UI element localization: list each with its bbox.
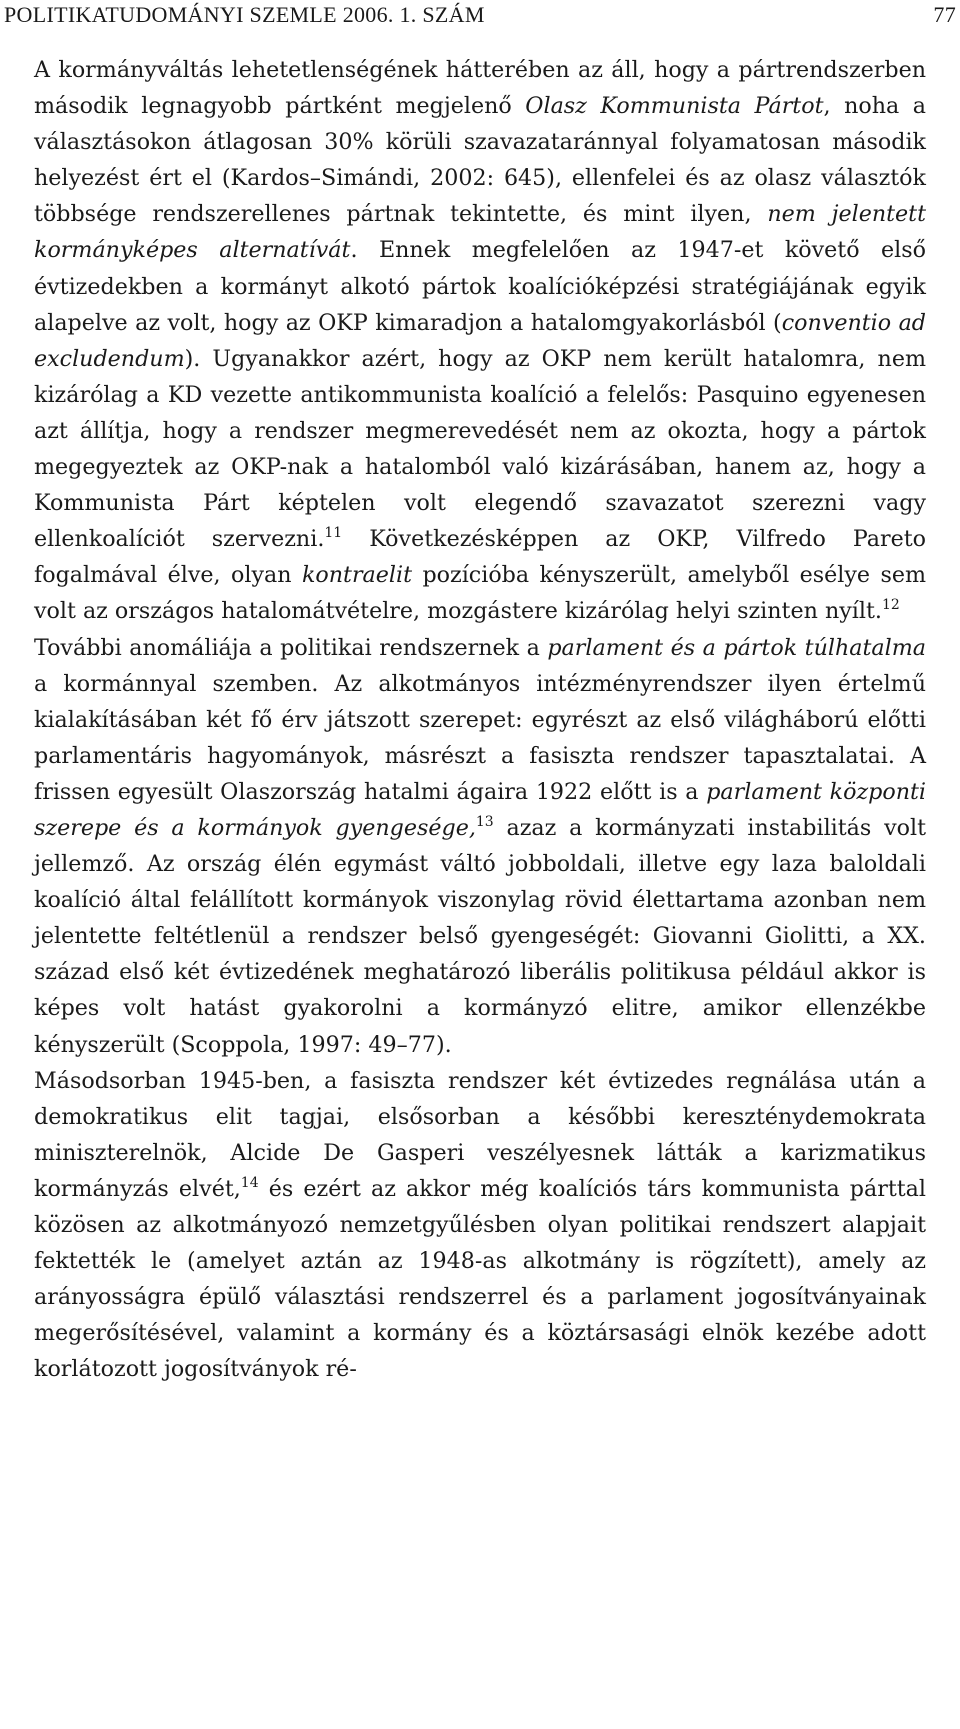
footnote-ref: 13 xyxy=(475,813,494,830)
footnote-ref: 14 xyxy=(240,1174,259,1191)
page-number: 77 xyxy=(933,2,956,27)
paragraph-1 xyxy=(34,52,926,630)
text-run: pozícióba kényszerült, amelyből esélye sem volt az országos hatalomátvételre, mozgástere kizárólag helyi szinten nyílt. xyxy=(34,562,926,625)
footnote-ref: 12 xyxy=(881,597,900,614)
italic-phrase: parlament központi szerepe és a kormányok gyengesége, xyxy=(34,778,926,841)
document-page xyxy=(4,0,956,1387)
text-run: A kormányváltás lehetetlenségének hátterében az áll, hogy a pártrendszerben második legnagyobb pártként megjelenő xyxy=(34,57,926,120)
text-run: . Ennek megfelelően az 1947-et követő első évtizedekben a kormányt alkotó pártok koalícióképzési stratégiájának egyik alapelve az volt, hogy az OKP kimaradjon a hatalomgyakorlásból ( xyxy=(34,237,926,336)
italic-phrase: Olasz Kommunista Pártot xyxy=(525,93,824,120)
text-run: azaz a kormányzati instabilitás volt jellemző. Az ország élén egymást váltó jobboldali, illetve egy laza baloldali koalíció által felállított kormányok viszonylag rövid élettartama azonban nem jelentette feltétlenül a rendszer belső gyengeségét: Giovanni Giolitti, a XX. század első két évtizedének meghatározó liberális politikusa például akkor is képes volt hatást gyakorolni a kormányzó elitre, amikor ellenzékbe kényszerült (Scoppola, 1997: 49–77). xyxy=(34,814,926,1058)
text-run: Másodsorban 1945-ben, a fasiszta rendszer két évtizedes regnálása után a demokratikus elit tagjai, elsősorban a későbbi kereszténydemokrata miniszterelnök, Alcide De Gasperi veszélyesnek látták a karizmatikus kormányzás elvét, xyxy=(34,1067,926,1202)
paragraph-3 xyxy=(34,1063,926,1388)
running-header xyxy=(4,0,956,40)
footnote-ref: 11 xyxy=(324,525,343,542)
text-run: , noha a választásokon átlagosan 30% körüli szavazataránnyal folyamatosan második helyezést ért el (Kardos–Simándi, 2002: 645), ellenfelei és az olasz választók többsége rendszerellenes pártnak tekintette, és mint ilyen, xyxy=(34,93,926,228)
text-run: Következésképpen az OKP, Vilfredo Pareto fogalmával élve, olyan xyxy=(34,526,926,589)
text-run: a kormánnyal szemben. Az alkotmányos intézményrendszer ilyen értelmű kialakításában két fő érv játszott szerepet: egyrészt az első világháború előtti parlamentáris hagyományok, másrészt a fasiszta rendszer tapasztalatai. A frissen egyesült Olaszország hatalmi ágaira 1922 előtt is a xyxy=(34,670,926,805)
text-run: és ezért az akkor még koalíciós társ kommunista párttal közösen az alkotmányozó nemzetgyűlésben olyan politikai rendszert alapjait fektették le (amelyet aztán az 1948-as alkotmány is rögzített), amely az arányosságra épülő választási rendszerrel és a parlament jogosítványainak megerősítésével, valamint a kormány és a köztársasági elnök kezébe adott korlátozott jogosítványok ré- xyxy=(34,1175,927,1383)
italic-phrase: nem jelentett kormányképes alternatívát xyxy=(34,201,926,264)
paragraph-2 xyxy=(34,630,926,1063)
text-run: További anomáliája a politikai rendszernek a xyxy=(34,634,548,661)
journal-title: POLITIKATUDOMÁNYI SZEMLE 2006. 1. SZÁM xyxy=(4,2,485,27)
italic-phrase: parlament és a pártok túlhatalma xyxy=(547,634,926,661)
italic-phrase: conventio ad excludendum xyxy=(34,309,926,372)
body-text xyxy=(34,52,926,1387)
text-run: ). Ugyanakkor azért, hogy az OKP nem került hatalomra, nem kizárólag a KD vezette antikommunista koalíció a felelős: Pasquino egyenesen azt állítja, hogy a rendszer megmerevedését nem az okozta, hogy a pártok megegyeztek az OKP-nak a hatalomból való kizárásában, hanem az, hogy a Kommunista Párt képtelen volt elegendő szavazatot szerezni vagy ellenkoalíciót szervezni. xyxy=(34,345,926,553)
italic-phrase: kontraelit xyxy=(301,562,413,589)
